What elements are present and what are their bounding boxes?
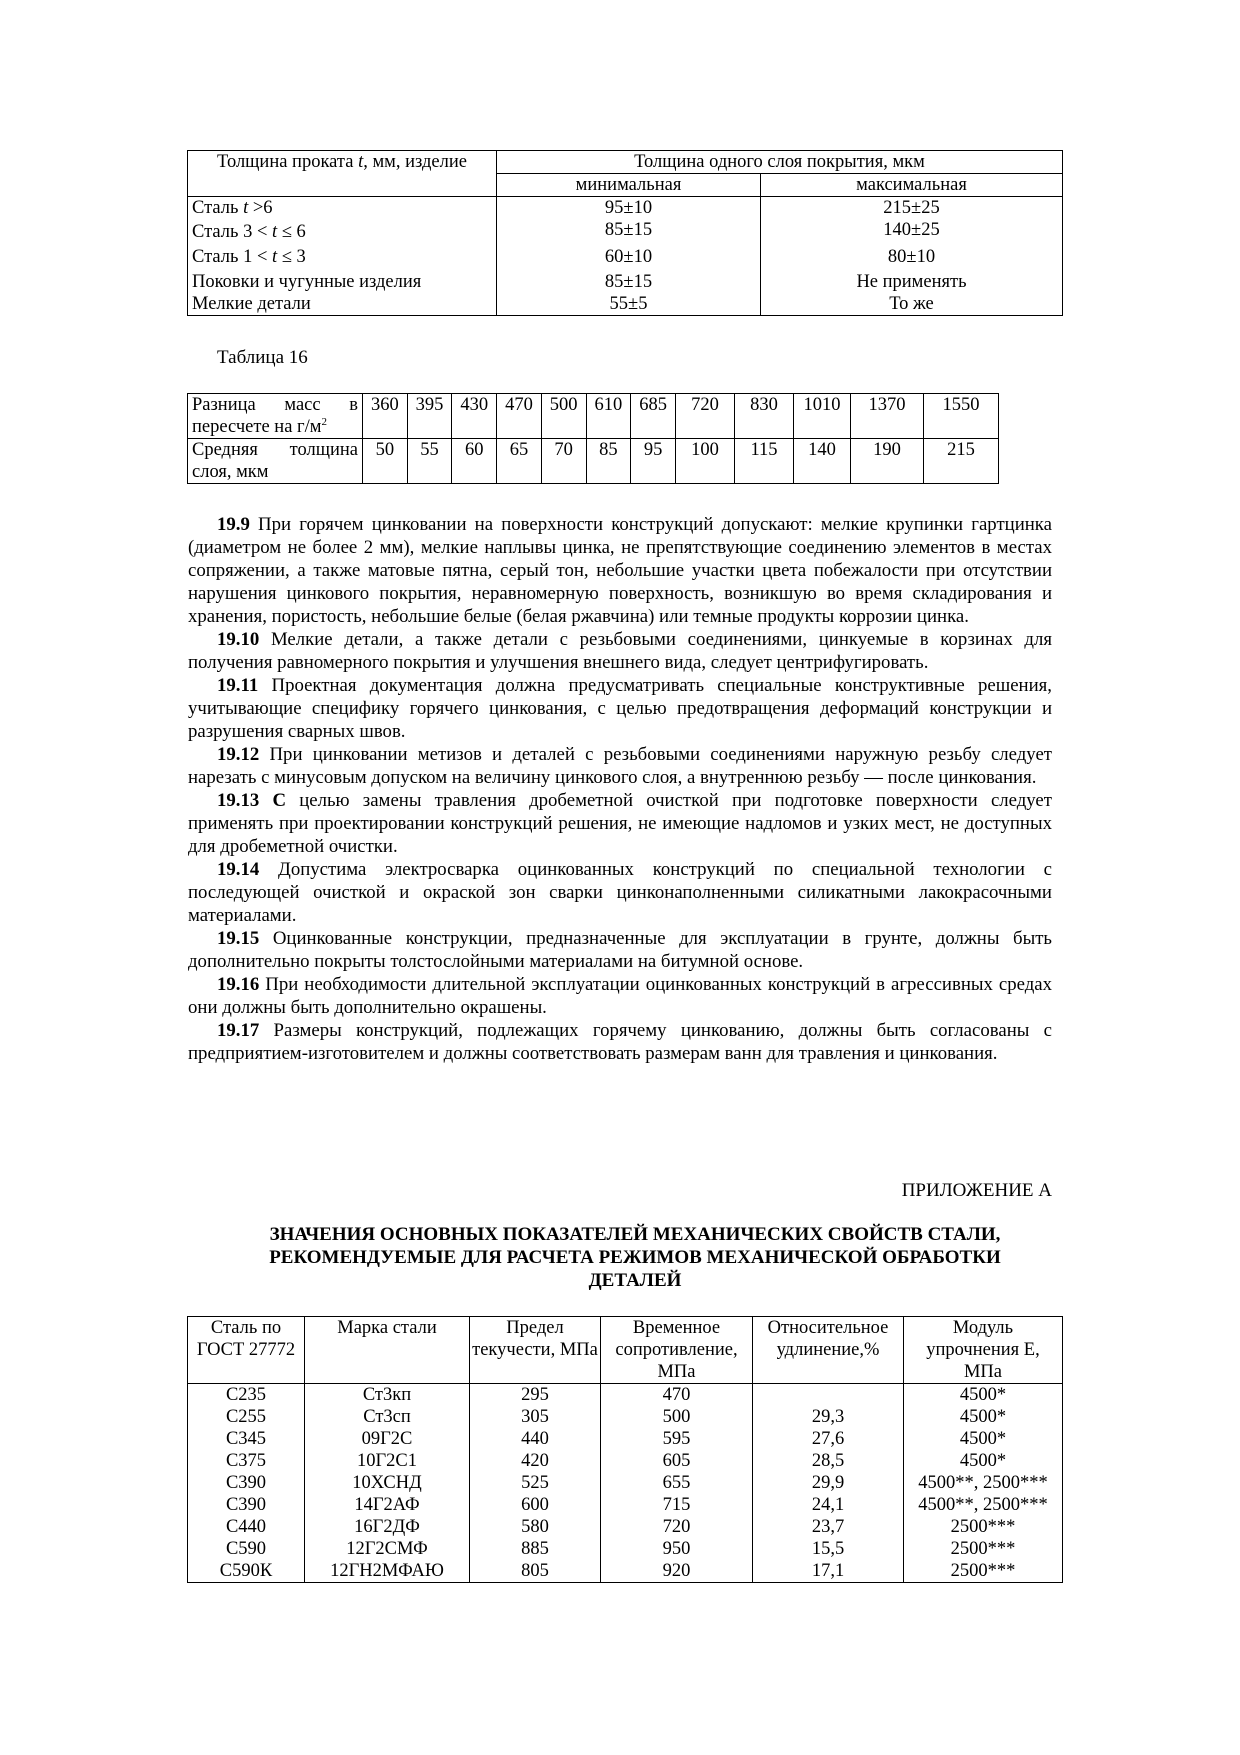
cell-modulus: 4500* [904,1428,1063,1450]
mass-cell: 430 [452,394,497,439]
cell-grade: Ст3сп [305,1406,470,1428]
cell-gost: С235 [188,1384,305,1407]
appendix-title-line: ДЕТАЛЕЙ [588,1270,682,1291]
row-max: 215±25 [761,197,1063,220]
cell-grade: Ст3кп [305,1384,470,1407]
table-row [188,1472,1063,1494]
table-row [188,268,1063,293]
cell-yield: 305 [470,1406,601,1428]
cell-modulus: 4500* [904,1384,1063,1407]
cell-gost: С255 [188,1406,305,1428]
table16 [187,393,999,484]
paragraph-19-9: 19.9 При горячем цинковании на поверхности конструкций допускают: мелкие крупинки гартцинка (диаметром не более 2 мм), мелкие наплывы цинка, не препятствующие соединению элементов в местах сопряжении, а также матовые пятна, серый тон, небольшие участки цвета побежалости при отсутствии нарушения цинкового покрытия, неравномерную поверхность, возникшую во время складирования и хранения, пористость, небольшие белые (белая ржавчина) или темные продукты коррозии цинка. [188,514,1052,627]
mass-cell: 500 [541,394,586,439]
cell-gost: С390 [188,1494,305,1516]
table16-mass-row [188,394,999,439]
mass-cell: 360 [363,394,408,439]
mass-cell: 1370 [851,394,924,439]
row-label: Сталь 1 < t ≤ 3 [188,243,497,268]
header-yield: Предел текучести, МПа [470,1317,601,1384]
mass-cell: 720 [676,394,735,439]
paragraph-19-10: 19.10 Мелкие детали, а также детали с резьбовыми соединениями, цинкуемые в корзинах для получения равномерного покрытия и улучшения внешнего вида, следует центрифугировать. [188,629,1052,673]
body-text [188,513,1052,1065]
mass-cell: 610 [586,394,631,439]
header-modulus: Модуль упрочнения Е, МПа [904,1317,1063,1384]
mass-cell: 395 [407,394,452,439]
thickness-cell: 50 [363,439,408,484]
cell-elongation [753,1384,904,1407]
cell-tensile: 500 [601,1406,753,1428]
thickness-cell: 55 [407,439,452,484]
header-max: максимальная [761,174,1063,197]
table-row [188,1560,1063,1583]
header-coating-layer: Толщина одного слоя покрытия, мкм [497,151,1063,174]
cell-gost: С590К [188,1560,305,1583]
row-label: Сталь 3 < t ≤ 6 [188,219,497,243]
steel-table-body [188,1384,1063,1583]
cell-modulus: 4500* [904,1406,1063,1428]
cell-elongation: 27,6 [753,1428,904,1450]
cell-yield: 580 [470,1516,601,1538]
cell-elongation: 29,9 [753,1472,904,1494]
cell-tensile: 715 [601,1494,753,1516]
cell-yield: 295 [470,1384,601,1407]
header-min: минимальная [497,174,761,197]
mass-row-label: Разница масс в пересчете на $г/м^2$ [188,394,363,439]
thickness-cell: 95 [631,439,676,484]
table-row [188,197,1063,220]
mass-cell: 1550 [924,394,999,439]
appendix-title-line: РЕКОМЕНДУЕМЫЕ ДЛЯ РАСЧЕТА РЕЖИМОВ МЕХАНИЧЕСКОЙ ОБРАБОТКИ [269,1247,1001,1268]
paragraph-19-16: 19.16 При необходимости длительной эксплуатации оцинкованных конструкций в агрессивных средах они должны быть дополнительно окрашены. [188,974,1052,1018]
row-max: То же [761,293,1063,316]
table-row [188,219,1063,243]
mass-cell: 1010 [794,394,851,439]
thickness-cell: 70 [541,439,586,484]
table-row [188,1384,1063,1407]
cell-yield: 885 [470,1538,601,1560]
header-thickness-product: Толщина проката t, мм, изделие [188,151,497,197]
cell-grade: 12ГН2МФАЮ [305,1560,470,1583]
cell-elongation: 29,3 [753,1406,904,1428]
cell-grade: 16Г2ДФ [305,1516,470,1538]
thickness-cell: 65 [497,439,542,484]
row-label: Поковки и чугунные изделия [188,268,497,293]
thickness-cell: 100 [676,439,735,484]
row-max: Не применять [761,268,1063,293]
thickness-cell: 115 [735,439,794,484]
table-row [188,243,1063,268]
mass-cell: 830 [735,394,794,439]
mass-cell: 470 [497,394,542,439]
paragraph-19-11: 19.11 Проектная документация должна предусматривать специальные конструктивные решения, учитывающие специфику горячего цинкования, с целью предотвращения деформаций конструкции и разрушения сварных швов. [188,675,1052,742]
thickness-cell: 85 [586,439,631,484]
row-min: 95±10 [497,197,761,220]
cell-tensile: 595 [601,1428,753,1450]
thickness-cell: 60 [452,439,497,484]
cell-grade: 12Г2СМФ [305,1538,470,1560]
cell-gost: С375 [188,1450,305,1472]
paragraph-19-17: 19.17 Размеры конструкций, подлежащих горячему цинкованию, должны быть согласованы с предприятием-изготовителем и должны соответствовать размерам ванн для травления и цинкования. [188,1020,1052,1064]
cell-modulus: 2500*** [904,1560,1063,1583]
cell-yield: 525 [470,1472,601,1494]
cell-tensile: 920 [601,1560,753,1583]
cell-elongation: 15,5 [753,1538,904,1560]
table-header-row [188,151,1063,174]
cell-elongation: 24,1 [753,1494,904,1516]
cell-yield: 805 [470,1560,601,1583]
cell-grade: 09Г2С [305,1428,470,1450]
paragraph-19-13: 19.13 С целью замены травления дробеметной очисткой при подготовке поверхности следует применять при проектировании конструкций решения, не имеющие надломов и узких мест, не доступных для дробеметной очистки. [188,790,1052,857]
header-elongation: Относительное удлинение,% [753,1317,904,1384]
thickness-cell: 190 [851,439,924,484]
thickness-cell: 215 [924,439,999,484]
thickness-cell: 140 [794,439,851,484]
row-max: 140±25 [761,219,1063,243]
cell-yield: 420 [470,1450,601,1472]
cell-modulus: 4500**, 2500*** [904,1472,1063,1494]
row-min: 60±10 [497,243,761,268]
cell-gost: С345 [188,1428,305,1450]
mass-cell: 685 [631,394,676,439]
table-row [188,293,1063,316]
paragraph-19-12: 19.12 При цинковании метизов и деталей с резьбовыми соединениями наружную резьбу следует нарезать с минусовым допуском на величину цинкового слоя, а внутреннюю резьбу — после цинкования. [188,744,1052,788]
cell-elongation: 28,5 [753,1450,904,1472]
cell-grade: 10Г2С1 [305,1450,470,1472]
header-gost: Сталь по ГОСТ 27772 [188,1317,305,1384]
row-min: 85±15 [497,219,761,243]
row-label: Мелкие детали [188,293,497,316]
table-header-row [188,1317,1063,1384]
cell-tensile: 655 [601,1472,753,1494]
cell-gost: С590 [188,1538,305,1560]
row-max: 80±10 [761,243,1063,268]
cell-elongation: 23,7 [753,1516,904,1538]
steel-properties-table [187,1316,1063,1583]
paragraph-19-15: 19.15 Оцинкованные конструкции, предназначенные для эксплуатации в грунте, должны быть дополнительно покрыты толстослойными материалами на битумной основе. [188,928,1052,972]
cell-gost: С440 [188,1516,305,1538]
table-row [188,1450,1063,1472]
cell-grade: 14Г2АФ [305,1494,470,1516]
cell-yield: 440 [470,1428,601,1450]
cell-modulus: 4500**, 2500*** [904,1494,1063,1516]
header-grade: Марка стали [305,1317,470,1384]
paragraph-19-14: 19.14 Допустима электросварка оцинкованных конструкций по специальной технологии с последующей очисткой и окраской зон сварки цинконаполненными силикатными лакокрасочными материалами. [188,859,1052,926]
cell-modulus: 4500* [904,1450,1063,1472]
appendix-title-line: ЗНАЧЕНИЯ ОСНОВНЫХ ПОКАЗАТЕЛЕЙ МЕХАНИЧЕСКИХ СВОЙСТВ СТАЛИ, [269,1224,1001,1245]
table-row [188,1406,1063,1428]
cell-tensile: 605 [601,1450,753,1472]
appendix-title [188,1223,1052,1292]
cell-modulus: 2500*** [904,1516,1063,1538]
cell-tensile: 720 [601,1516,753,1538]
table16-caption: Таблица 16 [217,347,308,368]
table16-thickness-row [188,439,999,484]
row-min: 55±5 [497,293,761,316]
cell-modulus: 2500*** [904,1538,1063,1560]
row-min: 85±15 [497,268,761,293]
cell-tensile: 950 [601,1538,753,1560]
table-row [188,1428,1063,1450]
row-label: Сталь t >6 [188,197,497,220]
header-tensile: Временное сопротивление, МПа [601,1317,753,1384]
coating-thickness-table [187,150,1063,316]
cell-grade: 10ХСНД [305,1472,470,1494]
cell-tensile: 470 [601,1384,753,1407]
thickness-row-label: Средняя толщина слоя, мкм [188,439,363,484]
appendix-label: ПРИЛОЖЕНИЕ А [901,1180,1052,1201]
cell-elongation: 17,1 [753,1560,904,1583]
cell-yield: 600 [470,1494,601,1516]
cell-gost: С390 [188,1472,305,1494]
table-row [188,1494,1063,1516]
table-row [188,1538,1063,1560]
table-row [188,1516,1063,1538]
